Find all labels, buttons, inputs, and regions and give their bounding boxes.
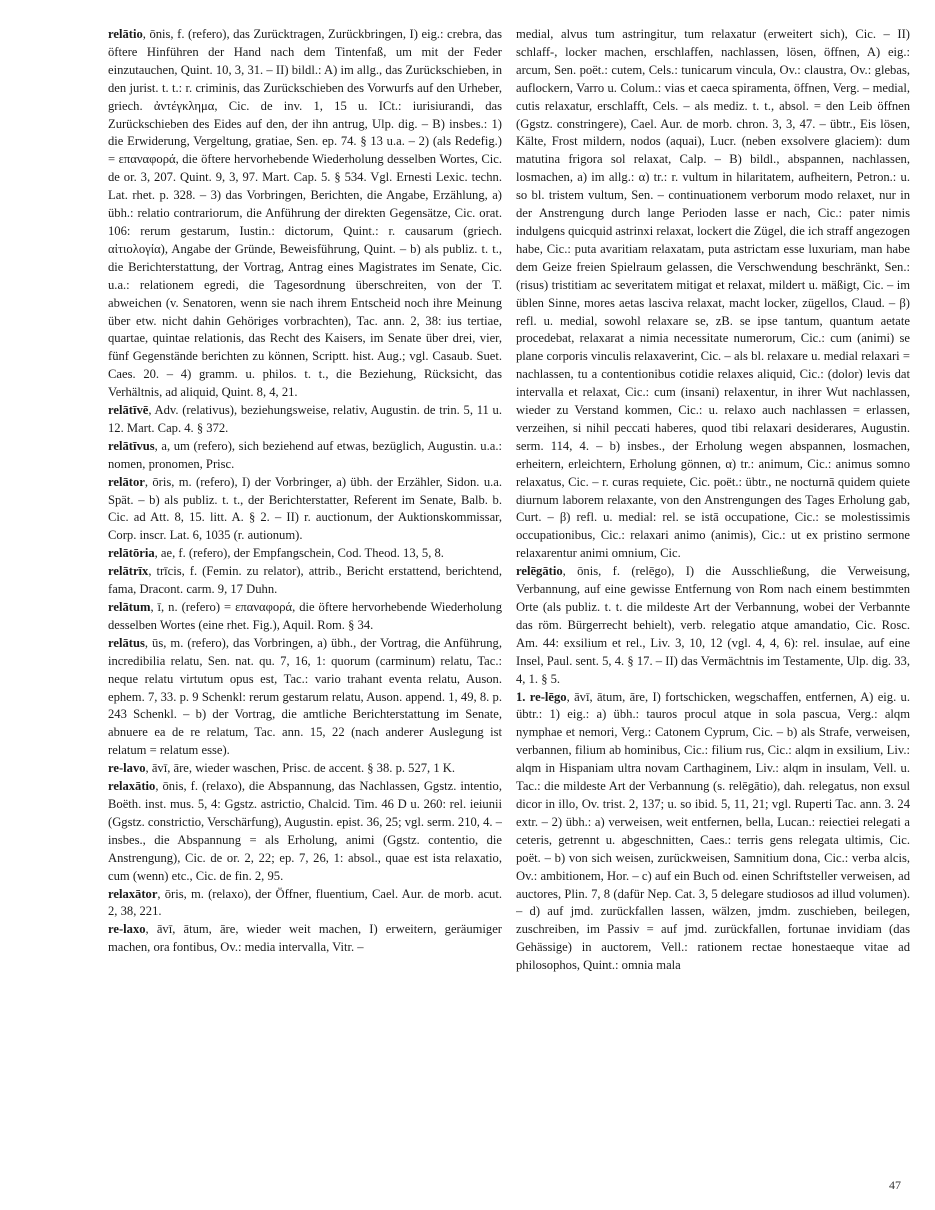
entry-headword: relātīvē (108, 403, 149, 418)
entry-headword: relaxātor (108, 886, 158, 901)
entry-headword: relātus (108, 635, 145, 650)
entry-text: , ūs, m. (refero), das Vorbringen, a) übh., der Vortrag, die Anführung, incredibilia relatu, Sen. nat. qu. 7, 16, 1: quorum (carminum) relatu, Tac.: neque relatu virtutum opus est, Tac.: vario trahant eventa relatu, Auson. ephem. 7, 33. p. 9 Schenkl: rerum gestarum relatu, Auson. append. 1, 49, 8. p. 243 Schenkl. – b) der Vortrag, die amtliche Berichterstattung im Senate, abnuere ea de re relatum, Tac. ann. 15, 22 (nach anderer Auslegung ist relatum = relatum esse). (108, 635, 502, 758)
dictionary-entry (108, 778, 502, 885)
entry-text: , a, um (refero), sich beziehend auf etwas, bezüglich, Augustin. u.a.: nomen, pronomen, Prisc. (108, 438, 502, 471)
right-column (516, 26, 910, 1176)
entry-text: , ōris, m. (refero), I) der Vorbringer, a) übh. der Erzähler, Sidon. u.a. Spät. – b) als publiz. t. t., der Berichterstatter, Referent im Senate, Balb. b. Cic. ad Att. 8, 15. litt. A. § 2. – II) r. auctionum, der Auktionskommissar, Corp. inscr. Lat. 6, 1035 (r. autionum). (108, 474, 502, 543)
entry-text: , ōris, m. (relaxo), der Öffner, fluentium, Cael. Aur. de morb. acut. 2, 38, 221. (108, 886, 502, 919)
entry-headword: relēgātio (516, 564, 563, 579)
dictionary-entry (108, 599, 502, 635)
dictionary-entry (108, 921, 502, 957)
entry-text: , ī, n. (refero) = επαναφορά, die öftere hervorhebende Wiederholung desselben Wortes (eine rhet. Fig.), Aquil. Rom. § 34. (108, 600, 502, 632)
entry-text: , ōnis, f. (relēgo), I) die Ausschließung, die Verweisung, Verbannung, auf eine gewisse Entfernung von Rom nach einem bestimmten Orte (als publiz. t. t. die mildeste Art der Verbannung, wobei der Verbannte das röm. Bürgerrecht behielt), verb. relegatio atque amandatio, Cic. Rosc. Am. 44: exsilium et rel., Liv. 3, 10, 12 (vgl. 4, 4, 6): rel. insulae, auf eine Insel, Paul. sent. 5, 4. § 17. – II) das Vermächtnis im Testamente, Ulp. dig. 33, 4, 1. § 5. (516, 564, 910, 686)
entry-text: , ōnis, f. (relaxo), die Abspannung, das Nachlassen, Ggstz. intentio, Boëth. inst. mus. 5, 4: Ggstz. astrictio, Chalcid. Tim. 46 D u. 260: rel. ieiunii (Ggstz. constrictio, Verschärfung), Augustin. epist. 36, 25; vgl. serm. 210, 4. – insbes., die Abspannung = als Erholung, animi (Ggstz. contentio, die Anstrengung), Cic. de or. 2, 22; ep. 7, 26, 1: absol., quae est ista relaxatio, cum (wenn) etc., Cic. de fin. 2, 95. (108, 779, 502, 883)
dictionary-entry (108, 26, 502, 402)
dictionary-entry (108, 635, 502, 760)
left-column (108, 26, 502, 1176)
entry-headword: relaxātio (108, 779, 156, 794)
dictionary-entry (108, 760, 502, 778)
page-number: 47 (889, 1178, 901, 1192)
entry-text: , āvī, āre, wieder waschen, Prisc. de accent. § 38. p. 527, 1 K. (145, 761, 456, 776)
entry-headword: relātrīx (108, 564, 149, 579)
entry-headword: relātor (108, 474, 145, 489)
entry-headword: 1. re-lēgo (516, 689, 567, 704)
entry-text: , trīcis, f. (Femin. zu relator), attrib., Bericht erstattend, berichtend, fama, Dracont. carm. 9, 17 Duhn. (108, 564, 502, 597)
entry-headword: re-lavo (108, 761, 146, 776)
entry-text: medial, alvus tum astringitur, tum relaxatur (erweitert sich), Cic. – II) schlaff-, locker machen, erschlaffen, nachlassen, lösen, öffnen, A) eig.: arcum, Sen. poët.: cutem, Cels.: tunicarum vincula, Ov.: claustra, Ov.: glebas, auflockern, Varro u. Colum.: vias et caeca spiramenta, öffnen, Verg. – medial, cutis relaxatur, erschlafft, Cels. – als mediz. t. t., absol. = den Leib öffnen (Ggstz. constringere), Cael. Aur. de morb. chron. 3, 3, 47. – übtr., Eis lösen, Kälte, Frost mildern, nodos (aquai), Lucr. (neben exsolvere glaciem): dum matutina frigora sol relaxat, Calp. – B) bildl., abspannen, nachlassen, losmachen, a) im allg.: α) tr.: r. vultum in hilaritatem, aufheitern, Petron.: u. so bl. tristem vultum, Sen. – continuationem verborum modo relaxet, nur in der Anstrengung durch lange Perioden lasse er nach, Cic.: pater nimis indulgens quicquid astrinxi relaxat, lockert die Zügel, die ich straff angezogen habe, Cic.: puta avaritiam relaxatam, puta astrictam esse luxuriam, man habe dem Geize freien Spielraum gelassen, die Verschwendung beschränkt, Sen.: (risus) tristitiam ac severitatem mitigat et relaxat, mildert u. mäßigt, Cic. – im üblen Sinne, mores aetas lasciva relaxat, macht locker, zügellos, Claud. – β) refl. u. medial, sowohl relaxare se, zB. se ipse tantum, quantum aetate procedebat, relaxarat a nimia necessitate numerorum, Cic.: cum (animi) se plane corporis vinculis relaxaverint, Cic. – als bl. relaxare u. medial relaxari = nachlassen, tu a contentionibus cotidie relaxes aliquid, Cic.: (dolor) levis dat intervalla et relaxat, Cic.: cum (insani) relaxentur, in ihrer Wut nachlassen, wieder zu Verstand kommen, Cic.: u. relaxo auch nachlassen = erlassen, verzeihen, si nihil peccati haberes, quod tibi relaxari desiderares, Augustin. serm. 114, 4. – b) insbes., der Erholung wegen abspannen, losmachen, erheitern, erleichtern, Erholung gönnen, α) tr.: animum, Cic.: animus somno relaxatus, Cic. – r. curas requiete, Cic. poët.: übtr., ne nocturnā quidem quiete diurnum laborem relaxante, von den Anstrengungen des Tages Erholung gab, Curt. – β) refl. u. medial: rel. se istā occupatione, Cic.: se molestissimis occupationibus, Cic.: relaxari animo (animis), Cic.: ut ex pristino sermone relaxarentur animi omnium, Cic. (516, 27, 910, 561)
entry-headword: relātīvus (108, 438, 155, 453)
dictionary-entry (108, 402, 502, 438)
dictionary-entry (108, 563, 502, 599)
dictionary-entry (108, 474, 502, 546)
entry-text: , ōnis, f. (refero), das Zurücktragen, Zurückbringen, I) eig.: crebra, das öftere Hinführen der Hand nach dem Tintenfaß, um mit der Feder einzutauchen, Quint. 10, 3, 31. – II) bildl.: A) im allg., das Zurückschieben, in den jurist. t. t.: r. criminis, das Zurückschieben des Vorwurfs auf den Urheber, griech. ἀντέγκλημα, Cic. de inv. 1, 15 u. ICt.: iurisiurandi, das Zurückschieben des Eides auf den, der ihn antrug, Ulp. dig. – B) insbes.: 1) die Erwiderung, Vergeltung, gratiae, Sen. ep. 74. § 13 u.a. – 2) (als Redefig.) = επαναφορά, die öftere hervorhebende Wiederholung desselben Wortes, Cic. de or. 3, 207. Quint. 9, 3, 97. Mart. Cap. 5. § 534. Vgl. Ernesti Lexic. techn. Lat. rhet. p. 328. – 3) das Vorbringen, Berichten, die Angabe, Erzählung, a) übh.: relatio contrariorum, die Anführung der direkten Gegensätze, Cic. orat. 106: rerum gestarum, Iustin.: dictorum, Quint.: r. causarum (griech. αἰτιολογία), Angabe der Gründe, Beweisführung, Quint. – b) als publiz. t. t., die Berichterstattung, der Vortrag, Antrag eines Magistrates im Senate, Cic. u.a.: relationem egredi, die Tagesordnung überschreiten, von der T. abweichen (v. Senatoren, wenn sie nach ihrem Entscheid noch ihre Meinung über etw. nicht dahin Gehöriges vorbrachten), Tac. ann. 2, 38: ius tertiae, quartae, quintae relationis, das Recht des Kaisers, im Senate über drei, vier, fünf Gegenstände berichten zu können, Scriptt. hist. Aug.; vgl. Casaub. Suet. Caes. 20. – 4) gramm. u. philos. t. t., die Beziehung, Rücksicht, das Verhältnis, ad aliquid, Quint. 8, 4, 21. (108, 27, 502, 400)
dictionary-entry (108, 886, 502, 922)
dictionary-entry (516, 26, 910, 563)
entry-text: , āvī, ātum, āre, I) fortschicken, wegschaffen, entfernen, A) eig. u. übtr.: 1) eig.: a) übh.: tauros procul atque in sola pascua, Verg.: alqm nymphae et nemori, Verg.: Catonem Cyprum, Cic. – b) als Strafe, verweisen, verbannen, filium ab hominibus, Cic.: filium rus, Cic.: alqm in exsilium, Liv.: alqm in Hispaniam ultra novam Carthaginem, Liv.: alqm in insulam, Vell. u. Tac.: die mildeste Art der Verbannung (s. relēgātio), dah. relegatus, non exsul dicor in illo, Ov. trist. 2, 137; u. so ibid. 5, 11, 21; vgl. Ruperti Tac. ann. 3. 24 extr. – 2) übh.: a) verweisen, weit entfernen, bella, Lucan.: reiectiei relegati a ceteris, getrennt u. abgeschnitten, Caes.: terris gens relegata ultimis, Cic. poët. – b) von sich weisen, zurückweisen, Samnitium dona, Cic.: verba alcis, Ov.: ambitionem, Hor. – c) auf ein Buch od. einen Schriftsteller verweisen, ad auctores, Plin. 7, 8 (dafür Nep. Cat. 3, 5 delegare studiosos ad illud volumen). – d) auf jmd. zurückfallen lassen, wälzen, jmdm. zuschieben, beilegen, zuschreiben, im Passiv = auf jmd. zurückfallen, fortunae invidiam (das Gehässige) in auctorem, Vell.: rationem rectae honestaeque vitae ad philosophos, Quint.: omnia mala (516, 689, 910, 973)
entry-headword: relātum (108, 600, 151, 614)
entry-headword: relātio (108, 27, 143, 41)
dictionary-entry (516, 563, 910, 688)
dictionary-entry (108, 438, 502, 474)
entry-text: , āvī, ātum, āre, wieder weit machen, I) erweitern, geräumiger machen, ora fontibus, Ov.: media intervalla, Vitr. – (108, 922, 502, 955)
entry-text: , Adv. (relativus), beziehungsweise, relativ, Augustin. de trin. 5, 11 u. 12. Mart. Cap. 4. § 372. (108, 403, 502, 435)
entry-text: , ae, f. (refero), der Empfangschein, Cod. Theod. 13, 5, 8. (154, 546, 444, 561)
dictionary-entry (108, 545, 502, 563)
entry-headword: relātōria (108, 546, 155, 561)
entry-headword: re-laxo (108, 922, 146, 937)
dictionary-entry (516, 689, 910, 976)
